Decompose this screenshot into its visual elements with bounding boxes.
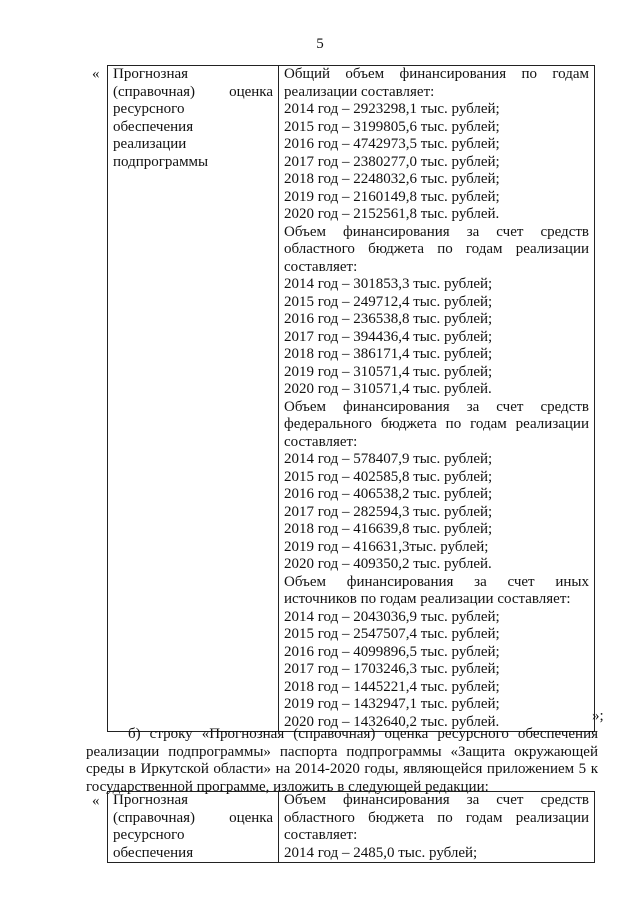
row-label-line: Прогнозная — [113, 792, 189, 808]
section-heading-line: составляет: — [284, 258, 358, 275]
funding-year-line: 2018 год – 416639,8 тыс. рублей; — [284, 521, 493, 537]
funding-year-line: 2016 год – 406538,2 тыс. рублей; — [284, 486, 493, 502]
section-heading-line: Объем финансирования за счет средств — [284, 398, 589, 415]
funding-year-line: 2016 год – 4099896,5 тыс. рублей; — [284, 643, 500, 660]
row-label-word: оценка — [229, 83, 273, 100]
paragraph-text: б) строку «Прогнозная (справочная) оценка ресурсного обеспечения реализации подпрограммы» паспорта подпрограммы «Защита окружающей среды в Иркутской области» на 2014-2020 годы, являющейся приложением 5 к государственной программе, изложить в следующей редакции: — [86, 726, 598, 795]
funding-year-line: 2020 год – 409350,2 тыс. рублей. — [284, 556, 492, 572]
funding-year-line: 2016 год – 236538,8 тыс. рублей; — [284, 311, 493, 327]
funding-year-line: 2015 год – 2547507,4 тыс. рублей; — [284, 626, 500, 642]
row-label-line — [113, 810, 273, 828]
funding-year-line: 2017 год – 2380277,0 тыс. рублей; — [284, 153, 500, 170]
resource-table-1 — [107, 65, 595, 732]
funding-year-line: 2014 год – 2923298,1 тыс. рублей; — [284, 101, 500, 117]
funding-year-line: 2018 год – 1445221,4 тыс. рублей; — [284, 678, 500, 695]
section-heading-line: Объем финансирования за счет иных — [284, 573, 589, 590]
section-heading-line: Объем финансирования за счет средств — [284, 792, 589, 808]
row-label-line: ресурсного — [113, 101, 185, 117]
funding-year-line: 2018 год – 2248032,6 тыс. рублей; — [284, 171, 500, 187]
funding-year-line: 2018 год – 386171,4 тыс. рублей; — [284, 346, 493, 362]
section-heading-line: федерального бюджета по годам реализации — [284, 416, 589, 432]
closing-quote: »; — [592, 708, 604, 724]
funding-year-line: 2019 год – 1432947,1 тыс. рублей; — [284, 696, 500, 712]
row-label-line: обеспечения — [113, 118, 194, 135]
section-heading-line: составляет: — [284, 827, 358, 843]
open-quote-2: « — [92, 793, 100, 809]
funding-year-line: 2014 год – 578407,9 тыс. рублей; — [284, 451, 493, 467]
amendment-paragraph — [86, 726, 598, 796]
funding-year-line: 2020 год – 1432640,2 тыс. рублей. — [284, 713, 500, 730]
funding-year-line: 2019 год – 310571,4 тыс. рублей; — [284, 363, 493, 380]
section-heading-line: реализации составляет: — [284, 83, 435, 100]
row-label-cell — [108, 66, 279, 732]
section-heading-line: составляет: — [284, 433, 358, 450]
section-heading-line: областного бюджета по годам реализации — [284, 241, 589, 257]
funding-year-line: 2016 год – 4742973,5 тыс. рублей; — [284, 136, 500, 152]
table-row — [108, 792, 595, 863]
funding-year-line: 2014 год – 2485,0 тыс. рублей; — [284, 844, 478, 861]
funding-year-line: 2015 год – 402585,8 тыс. рублей; — [284, 468, 493, 485]
table-row — [108, 66, 595, 732]
row-value-cell — [279, 792, 595, 863]
funding-year-line: 2019 год – 416631,3тыс. рублей; — [284, 538, 489, 555]
funding-year-line: 2017 год – 394436,4 тыс. рублей; — [284, 328, 493, 345]
row-label-word: (справочная) — [113, 83, 196, 100]
funding-year-line: 2017 год – 282594,3 тыс. рублей; — [284, 503, 493, 520]
row-label-line: Прогнозная — [113, 66, 189, 82]
funding-year-line: 2014 год – 2043036,9 тыс. рублей; — [284, 608, 500, 625]
funding-year-line: 2015 год – 3199805,6 тыс. рублей; — [284, 118, 500, 135]
row-label-word: (справочная) — [113, 809, 196, 826]
row-label-line: подпрограммы — [113, 153, 209, 170]
funding-year-line: 2019 год – 2160149,8 тыс. рублей; — [284, 188, 500, 205]
row-label-cell — [108, 792, 279, 863]
row-label-line: реализации — [113, 136, 187, 152]
page-number: 5 — [316, 36, 324, 52]
section-heading-line: Объем финансирования за счет средств — [284, 223, 589, 240]
funding-year-line: 2014 год – 301853,3 тыс. рублей; — [284, 276, 493, 292]
row-label-word: оценка — [229, 809, 273, 826]
funding-year-line: 2020 год – 2152561,8 тыс. рублей. — [284, 206, 500, 222]
row-value-cell — [279, 66, 595, 732]
row-label-line: обеспечения — [113, 844, 194, 861]
section-heading-line: источников по годам реализации составляет: — [284, 591, 571, 607]
funding-year-line: 2017 год – 1703246,3 тыс. рублей; — [284, 661, 500, 677]
open-quote: « — [92, 66, 100, 82]
section-heading-line: областного бюджета по годам реализации — [284, 809, 589, 826]
funding-year-line: 2020 год – 310571,4 тыс. рублей. — [284, 381, 492, 397]
section-heading-line: Общий объем финансирования по годам — [284, 66, 589, 82]
row-label-line — [113, 84, 273, 102]
row-label-line: ресурсного — [113, 827, 185, 843]
funding-year-line: 2015 год – 249712,4 тыс. рублей; — [284, 293, 493, 310]
resource-table-2 — [107, 791, 595, 863]
